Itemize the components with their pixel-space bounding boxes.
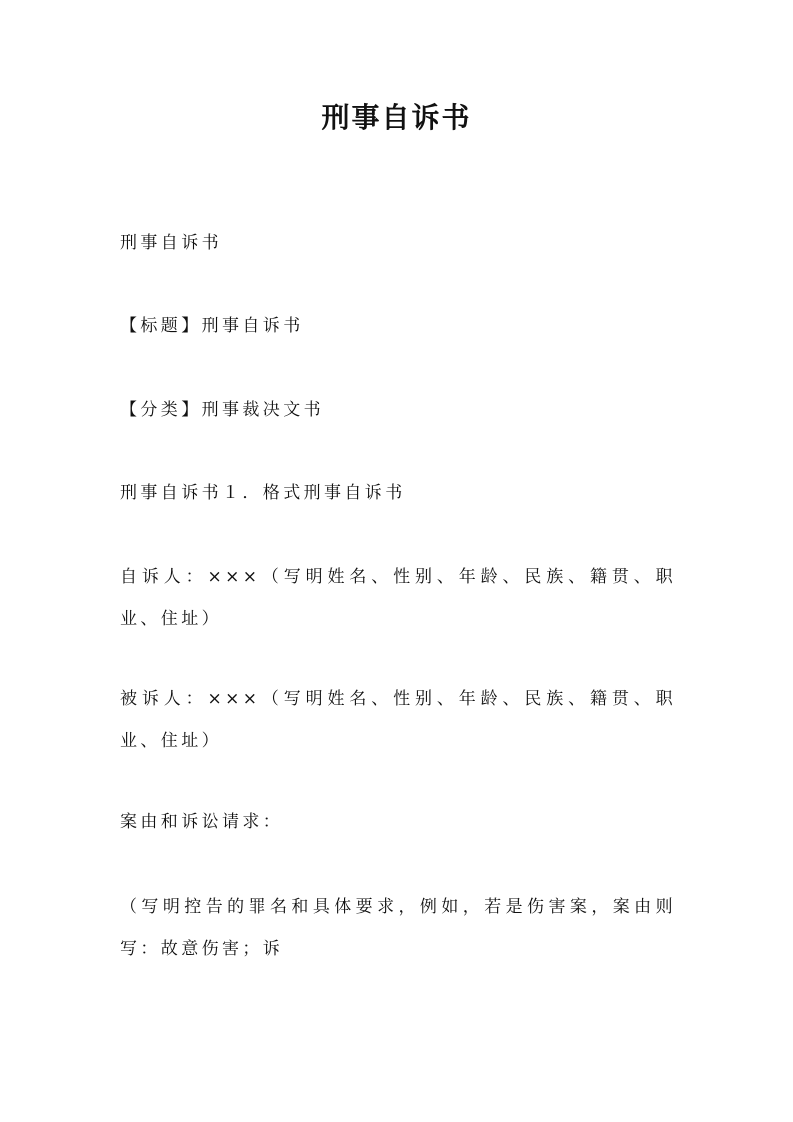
paragraph-title-field: 【标题】刑事自诉书 — [120, 316, 304, 336]
paragraph-format-heading: 刑事自诉书１．格式刑事自诉书 — [120, 483, 406, 503]
paragraph-defendant: 被诉人：×××（写明姓名、性别、年龄、民族、籍贯、职业、住址） — [120, 689, 676, 751]
paragraph-heading: 刑事自诉书 — [120, 233, 222, 253]
document-title: 刑事自诉书 — [321, 101, 472, 134]
paragraph-category-field: 【分类】刑事裁决文书 — [120, 400, 324, 420]
paragraph-cause-description: （写明控告的罪名和具体要求，例如，若是伤害案，案由则写：故意伤害；诉 — [120, 897, 676, 959]
paragraph-plaintiff: 自诉人：×××（写明姓名、性别、年龄、民族、籍贯、职业、住址） — [120, 567, 676, 629]
paragraph-cause-heading: 案由和诉讼请求： — [120, 812, 284, 832]
